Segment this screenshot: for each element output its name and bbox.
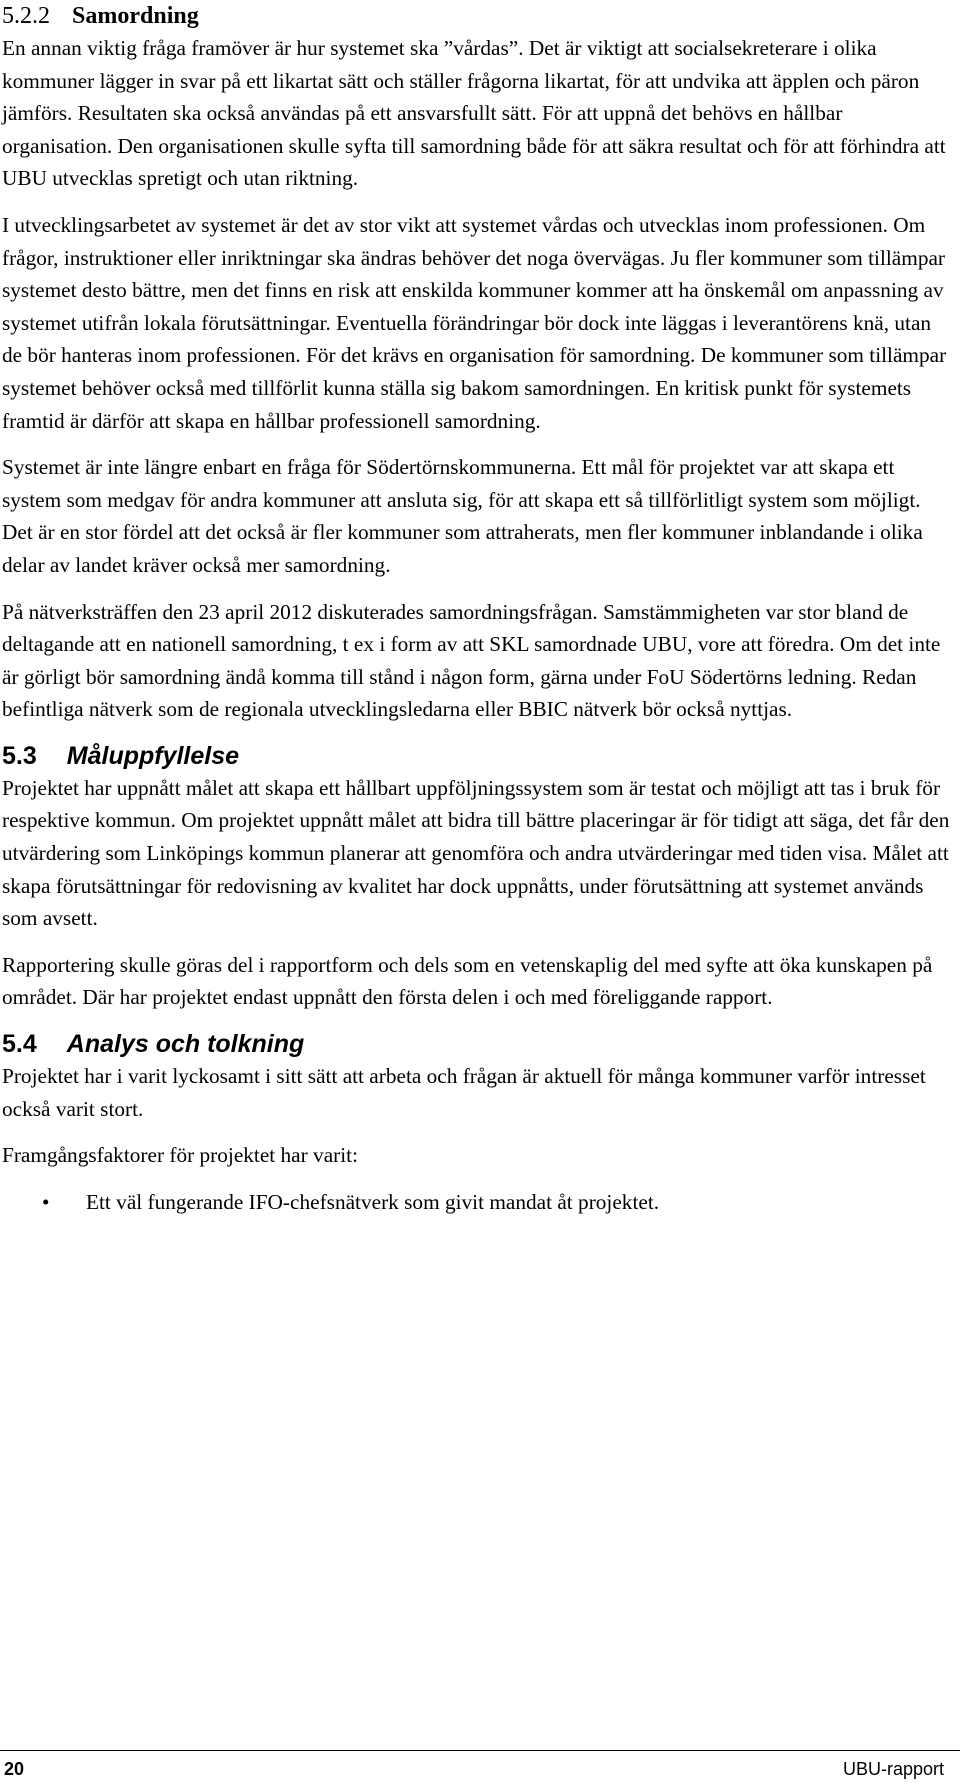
heading-number: 5.2.2 — [2, 3, 50, 29]
list-item-text: Ett väl fungerande IFO-chefsnätverk som givit mandat åt projektet. — [86, 1189, 660, 1214]
paragraph: Projektet har i varit lyckosamt i sitt sätt att arbeta och frågan är aktuell för många kommuner varför intresset också varit stort. — [2, 1064, 926, 1121]
heading-5-2-2 — [2, 0, 950, 32]
list-item — [2, 1186, 950, 1219]
bullet-list — [2, 1186, 950, 1219]
bullet-icon: • — [42, 1189, 50, 1214]
paragraph: Projektet har uppnått målet att skapa ett hållbart uppföljningssystem som är testat och möjligt att tas i bruk för respektive kommun. Om projektet uppnått målet att bidra till bättre placeringar är för tidigt att säga, det får den utvärdering som Linköpings kommun planerar att genomföra och andra utvärderingar med tiden visa. Målet att skapa förutsättningar för redovisning av kvalitet har dock uppnåtts, under förutsättning att systemet används som avsett. — [2, 775, 950, 931]
heading-title: Analys och tolkning — [66, 1030, 305, 1059]
paragraph: Systemet är inte längre enbart en fråga för Södertörnskommunerna. Ett mål för projektet var att skapa ett system som medgav för andra kommuner att ansluta sig, för att skapa ett så tillförlitligt system som möjligt. Det är en stor fördel att det också är fler kommuner som attraherats, men fler kommuner inblandande i olika delar av landet kräver också mer samordning. — [2, 455, 923, 577]
heading-title: Måluppfyllelse — [66, 741, 240, 770]
heading-5-4 — [2, 1028, 950, 1060]
page-number: 20 — [4, 1759, 25, 1779]
heading-title: Samordning — [72, 3, 199, 29]
paragraph: Framgångsfaktorer för projektet har varit: — [2, 1143, 358, 1168]
paragraph: Rapportering skulle göras del i rapportform och dels som en vetenskaplig del med syfte att öka kunskapen på området. Där har projektet endast uppnått den första delen i och med föreliggande rapport. — [2, 952, 933, 1010]
page-content — [2, 0, 950, 1218]
paragraph: I utvecklingsarbetet av systemet är det av stor vikt att systemet vårdas och utvecklas inom professionen. Om frågor, instruktioner eller inriktningar ska ändras behöver det noga övervägas. Ju fler kommuner som tillämpar systemet desto bättre, men det finns en risk att enskilda kommuner kommer att ha önskemål om anpassning av systemet utifrån lokala förutsättningar. Eventuella förändringar bör dock inte läggas i leverantörens knä, utan de bör hanteras inom professionen. För det krävs en organisation för samordning. De kommuner som tillämpar systemet behöver också med tillförlit kunna ställa sig bakom samordningen. En kritisk punkt för systemets framtid är därför att skapa en hållbar professionell samordning. — [2, 212, 947, 433]
heading-5-3 — [2, 740, 950, 772]
heading-number: 5.4 — [2, 1030, 37, 1059]
paragraph: En annan viktig fråga framöver är hur systemet ska ”vårdas”. Det är viktigt att socialsekreterare i olika kommuner lägger in svar på ett likartat sätt och ställer frågorna likartat, för att undvika att äpplen och päron jämförs. Resultaten ska också användas på ett ansvarsfullt sätt. För att uppnå det behövs en hållbar organisation. Den organisationen skulle syfta till samordning både för att säkra resultat och för att förhindra att UBU utvecklas spretigt och utan riktning. — [2, 36, 946, 191]
page-footer — [0, 1750, 960, 1791]
heading-number: 5.3 — [2, 741, 37, 770]
paragraph: På nätverksträffen den 23 april 2012 diskuterades samordningsfrågan. Samstämmigheten var stor bland de deltagande att en nationell samordning, t ex i form av att SKL samordnade UBU, vore att föredra. Om det inte är görligt bör samordning ändå komma till stånd i någon form, gärna under FoU Södertörns ledning. Redan befintliga nätverk som de regionala utvecklingsledarna eller BBIC nätverk bör också nyttjas. — [2, 599, 941, 722]
document-name: UBU-rapport — [842, 1759, 944, 1779]
